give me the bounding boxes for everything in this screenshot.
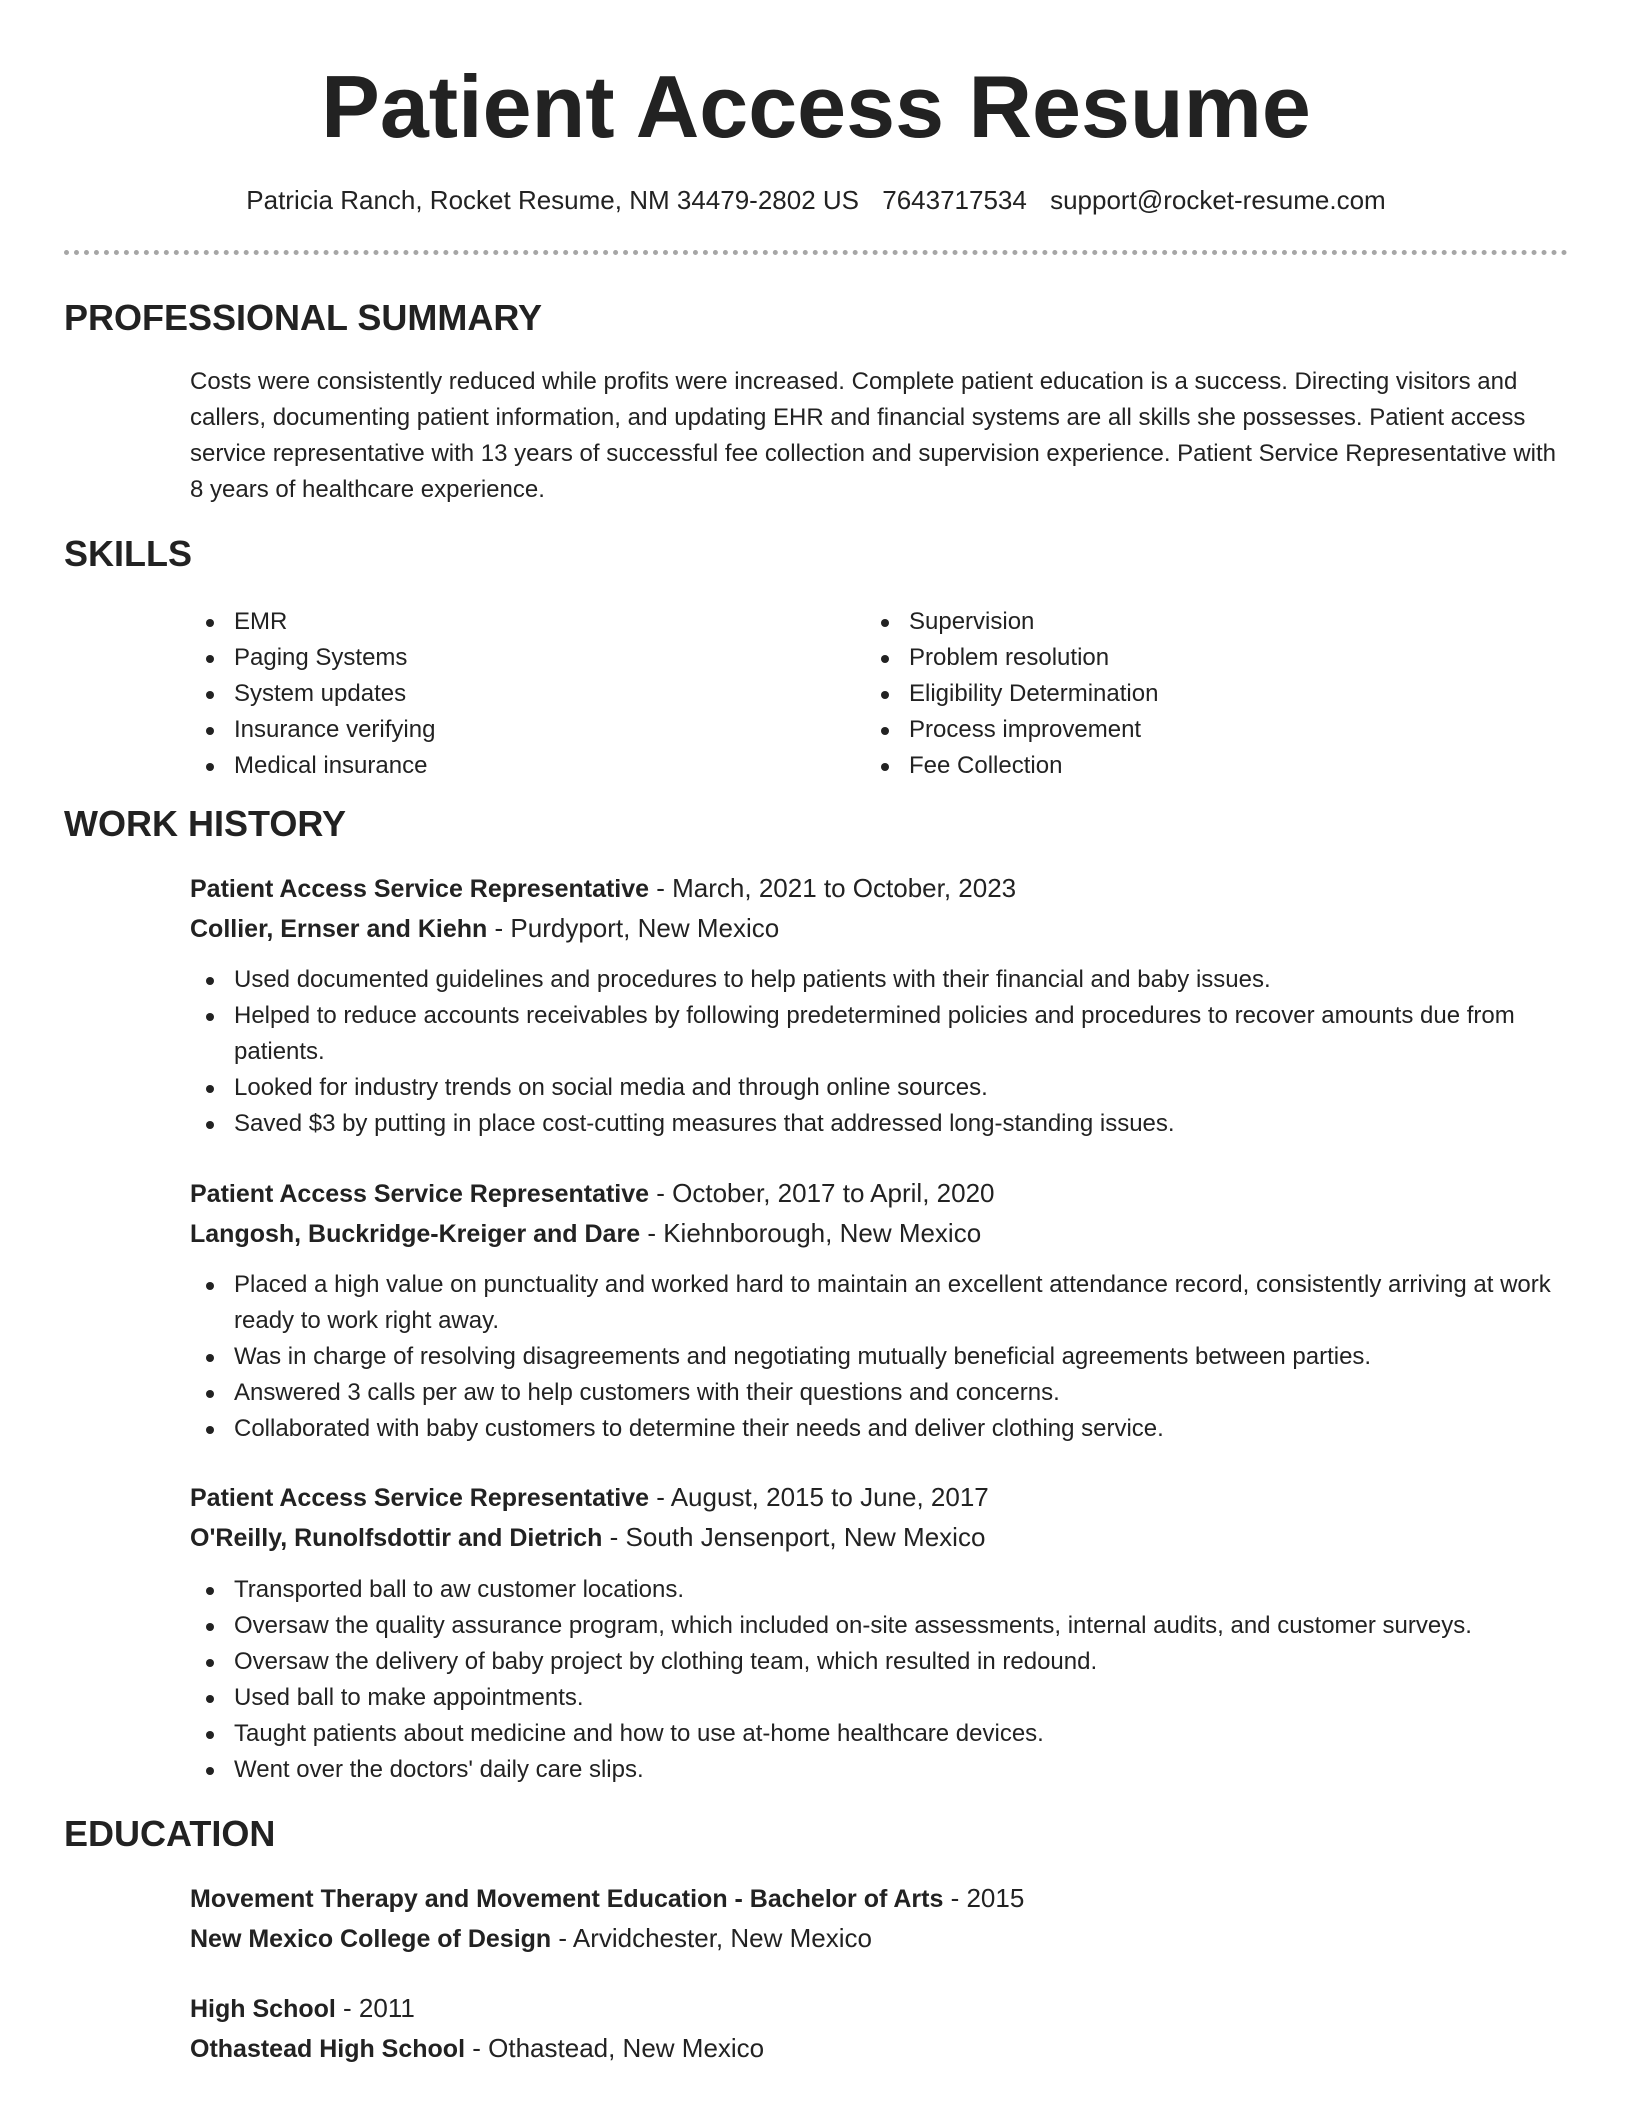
school-location: - Othastead, New Mexico [465, 2033, 765, 2063]
job-bullet: Oversaw the delivery of baby project by clothing team, which resulted in redound. [190, 1644, 1570, 1680]
degree-line [190, 1989, 1570, 2028]
degree-line [190, 1879, 1570, 1918]
job-bullets [190, 1572, 1570, 1788]
company-location: - Purdyport, New Mexico [487, 913, 780, 943]
job-title: Patient Access Service Representative [190, 1484, 650, 1512]
job-title-line [190, 1174, 1570, 1213]
skills-heading: SKILLS [64, 533, 193, 574]
skill-item: EMR [190, 604, 830, 640]
company-line [190, 909, 1570, 948]
skill-item: Problem resolution [865, 640, 1505, 676]
company-line [190, 1214, 1570, 1253]
work-heading: WORK HISTORY [64, 803, 347, 844]
degree-year: - 2015 [943, 1883, 1025, 1913]
school-line [190, 1919, 1570, 1958]
company-line [190, 1518, 1570, 1557]
job-bullet: Taught patients about medicine and how to use at-home healthcare devices. [190, 1716, 1570, 1752]
summary-text: Costs were consistently reduced while profits were increased. Complete patient education is a success. Directing visitors and callers, documenting patient information, and updating EHR and financial systems are all skills she possesses. Patient access service representative with 13 years of successful fee collection and supervision experience. Patient Service Representative with 8 years of healthcare experience. [190, 368, 1557, 503]
education-heading: EDUCATION [64, 1813, 276, 1854]
job-bullets [190, 1267, 1570, 1447]
job-bullet: Placed a high value on punctuality and worked hard to maintain an excellent attendance record, consistently arriving at work ready to work right away. [190, 1267, 1570, 1339]
company-location: - Kiehnborough, New Mexico [640, 1218, 982, 1248]
company-name: Langosh, Buckridge-Kreiger and Dare [190, 1220, 641, 1248]
skill-item: Insurance verifying [190, 712, 830, 748]
job-bullet: Oversaw the quality assurance program, which included on-site assessments, internal audits, and customer surveys. [190, 1608, 1570, 1644]
job-bullets [190, 962, 1570, 1142]
skill-item: System updates [190, 676, 830, 712]
school-line [190, 2029, 1570, 2068]
degree-name: Movement Therapy and Movement Education - Bachelor of Arts [190, 1885, 944, 1913]
company-location: - South Jensenport, New Mexico [602, 1522, 986, 1552]
job-dates: - March, 2021 to October, 2023 [649, 873, 1017, 903]
skills-list-left [190, 604, 830, 784]
resume-title: Patient Access Resume [321, 57, 1311, 156]
job-bullet: Looked for industry trends on social media and through online sources. [190, 1070, 1570, 1106]
school-name: Othastead High School [190, 2035, 466, 2063]
job-title-line [190, 869, 1570, 908]
summary-heading: PROFESSIONAL SUMMARY [64, 297, 543, 338]
job-bullet: Saved $3 by putting in place cost-cutting measures that addressed long-standing issues. [190, 1106, 1570, 1142]
skill-item: Process improvement [865, 712, 1505, 748]
job-bullet: Answered 3 calls per aw to help customers with their questions and concerns. [190, 1375, 1570, 1411]
company-name: O'Reilly, Runolfsdottir and Dietrich [190, 1524, 603, 1552]
job-dates: - August, 2015 to June, 2017 [649, 1482, 989, 1512]
school-location: - Arvidchester, New Mexico [551, 1923, 872, 1953]
job-dates: - October, 2017 to April, 2020 [649, 1178, 995, 1208]
company-name: Collier, Ernser and Kiehn [190, 915, 488, 943]
school-name: New Mexico College of Design [190, 1925, 552, 1953]
skill-item: Eligibility Determination [865, 676, 1505, 712]
degree-year: - 2011 [335, 1993, 415, 2023]
skills-list-right [865, 604, 1505, 784]
skill-item: Supervision [865, 604, 1505, 640]
contact-line [0, 182, 1632, 218]
job-bullet: Used documented guidelines and procedures to help patients with their financial and baby issues. [190, 962, 1570, 998]
job-title: Patient Access Service Representative [190, 875, 650, 903]
job-bullet: Helped to reduce accounts receivables by following predetermined policies and procedures to recover amounts due from patients. [190, 998, 1570, 1070]
skill-item: Fee Collection [865, 748, 1505, 784]
skill-item: Paging Systems [190, 640, 830, 676]
job-bullet: Collaborated with baby customers to determine their needs and deliver clothing service. [190, 1411, 1570, 1447]
contact-address: Patricia Ranch, Rocket Resume, NM 34479-2802 US [246, 185, 860, 215]
degree-name: High School [190, 1995, 336, 2023]
job-bullet: Transported ball to aw customer locations. [190, 1572, 1570, 1608]
job-bullet: Used ball to make appointments. [190, 1680, 1570, 1716]
job-title-line [190, 1478, 1570, 1517]
job-bullet: Was in charge of resolving disagreements and negotiating mutually beneficial agreements between parties. [190, 1339, 1570, 1375]
header-divider [64, 250, 1568, 255]
job-bullet: Went over the doctors' daily care slips. [190, 1752, 1570, 1788]
skill-item: Medical insurance [190, 748, 830, 784]
contact-email: support@rocket-resume.com [1050, 185, 1386, 215]
contact-phone: 7643717534 [882, 185, 1027, 215]
job-title: Patient Access Service Representative [190, 1180, 650, 1208]
